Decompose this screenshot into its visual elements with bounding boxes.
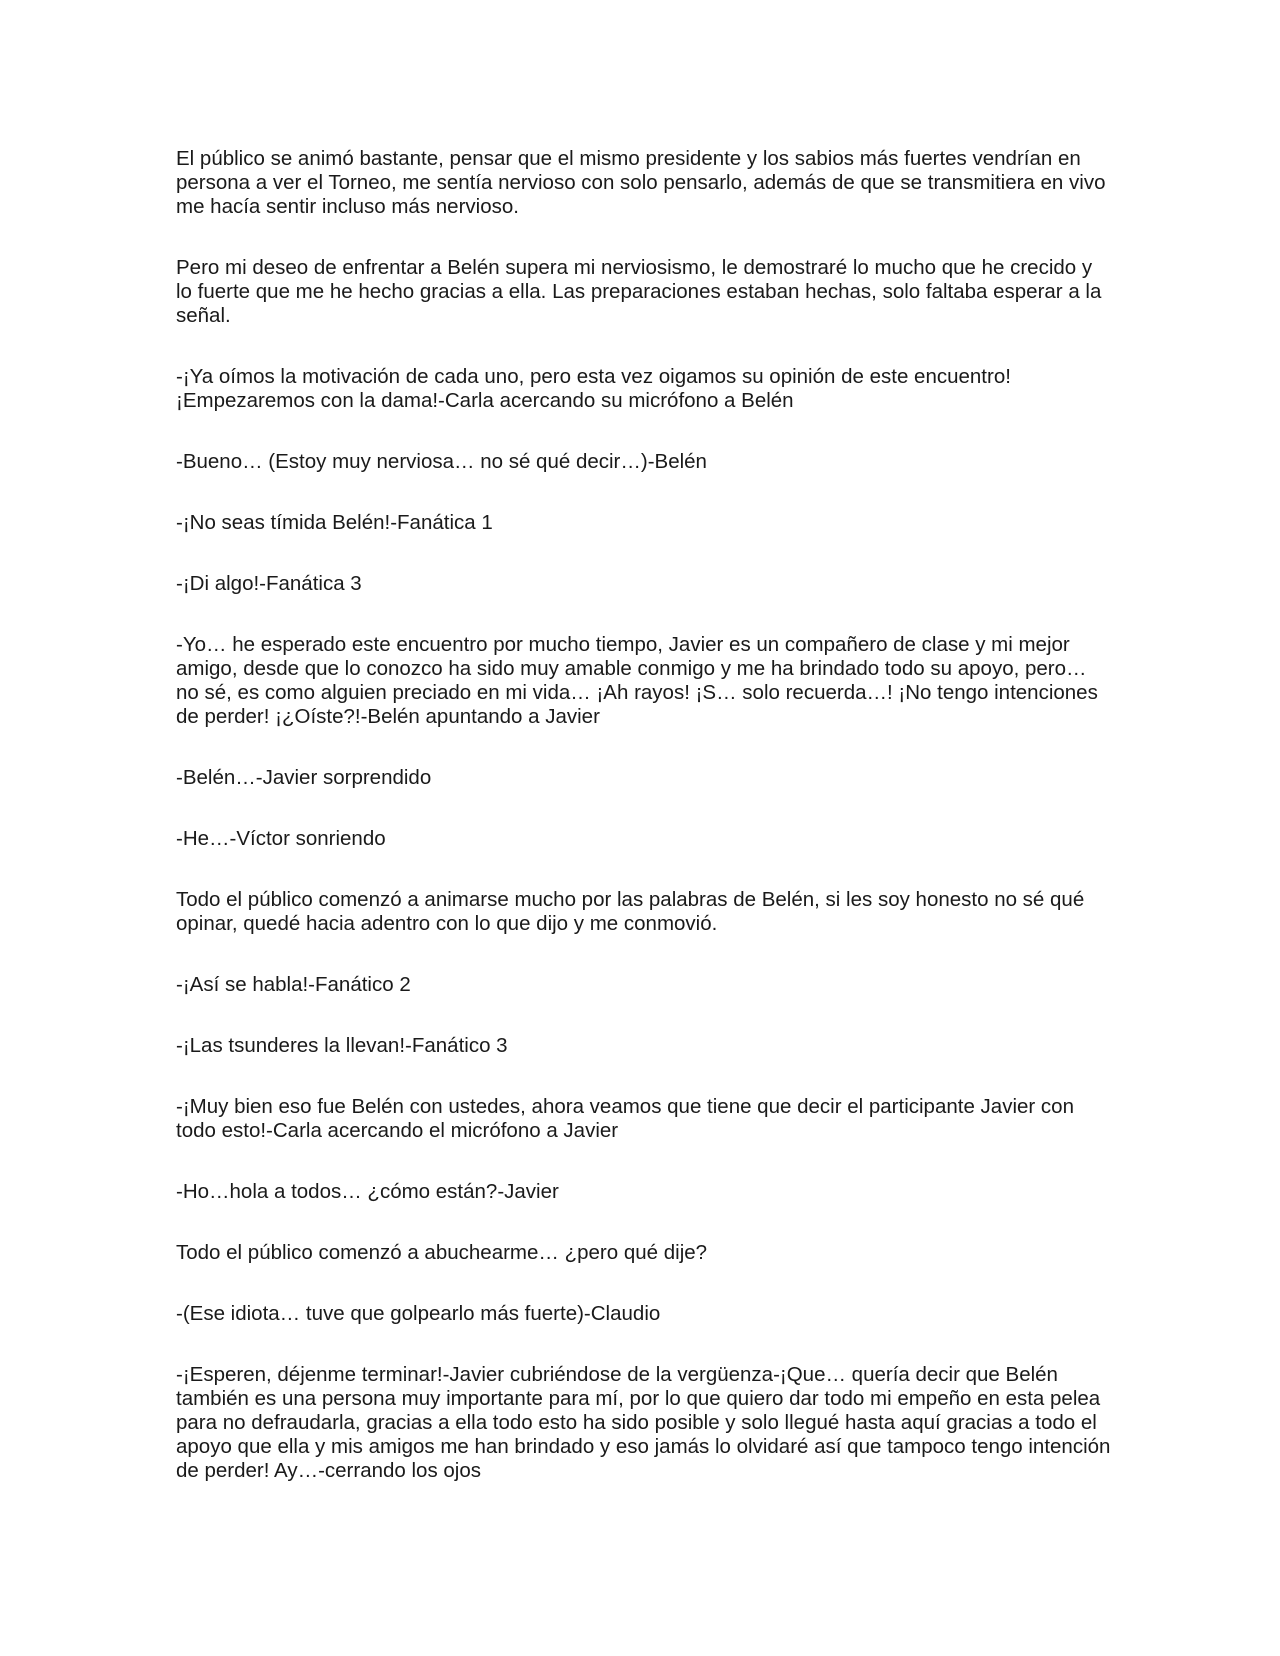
dialogue-line: -Yo… he esperado este encuentro por mucho tiempo, Javier es un compañero de clase y mi mejor amigo, desde que lo conozco ha sido muy amable conmigo y me ha brindado todo su apoyo, pero… no sé, es como alguien preciado en mi vida… ¡Ah rayos! ¡S… solo recuerda…! ¡No tengo intenciones de perder! ¡¿Oíste?!-Belén apuntando a Javier [176,633,1098,728]
dialogue-line: -¡Ya oímos la motivación de cada uno, pero esta vez oigamos su opinión de este encuentro! ¡Empezaremos con la dama!-Carla acercando su micrófono a Belén [176,365,1011,412]
dialogue-line: -¡Esperen, déjenme terminar!-Javier cubriéndose de la vergüenza-¡Que… quería decir que Belén también es una persona muy importante para mí, por lo que quiero dar todo mi empeño en esta pelea para no defraudarla, gracias a ella todo esto ha sido posible y solo llegué hasta aquí gracias a todo el apoyo que ella y mis amigos me han brindado y eso jamás lo olvidaré así que tampoco tengo intención de perder! Ay…-cerrando los ojos [176,1363,1111,1482]
dialogue-line: -¡Las tsunderes la llevan!-Fanático 3 [176,1034,508,1057]
dialogue-line: -(Ese idiota… tuve que golpearlo más fuerte)-Claudio [176,1302,661,1325]
paragraph: Todo el público comenzó a abuchearme… ¿pero qué dije? [176,1241,708,1264]
dialogue-line: -¡Así se habla!-Fanático 2 [176,973,411,996]
dialogue-line: -Ho…hola a todos… ¿cómo están?-Javier [176,1180,559,1203]
paragraph: Todo el público comenzó a animarse mucho por las palabras de Belén, si les soy honesto no sé qué opinar, quedé hacia adentro con lo que dijo y me conmovió. [176,888,1085,935]
dialogue-line: -¡Di algo!-Fanática 3 [176,572,362,595]
paragraph: Pero mi deseo de enfrentar a Belén supera mi nerviosismo, le demostraré lo mucho que he crecido y lo fuerte que me he hecho gracias a ella. Las preparaciones estaban hechas, solo faltaba esperar a la señal. [176,256,1102,327]
dialogue-line: -Bueno… (Estoy muy nerviosa… no sé qué decir…)-Belén [176,450,707,473]
dialogue-line: -¡Muy bien eso fue Belén con ustedes, ahora veamos que tiene que decir el participante Javier con todo esto!-Carla acercando el micrófono a Javier [176,1095,1074,1142]
dialogue-line: -Belén…-Javier sorprendido [176,766,432,789]
dialogue-line: -He…-Víctor sonriendo [176,827,386,850]
paragraph: El público se animó bastante, pensar que el mismo presidente y los sabios más fuertes vendrían en persona a ver el Torneo, me sentía nervioso con solo pensarlo, además de que se transmitiera en vivo me hacía sentir incluso más nervioso. [176,147,1106,218]
dialogue-line: -¡No seas tímida Belén!-Fanática 1 [176,511,493,534]
document-body [176,147,1111,1520]
